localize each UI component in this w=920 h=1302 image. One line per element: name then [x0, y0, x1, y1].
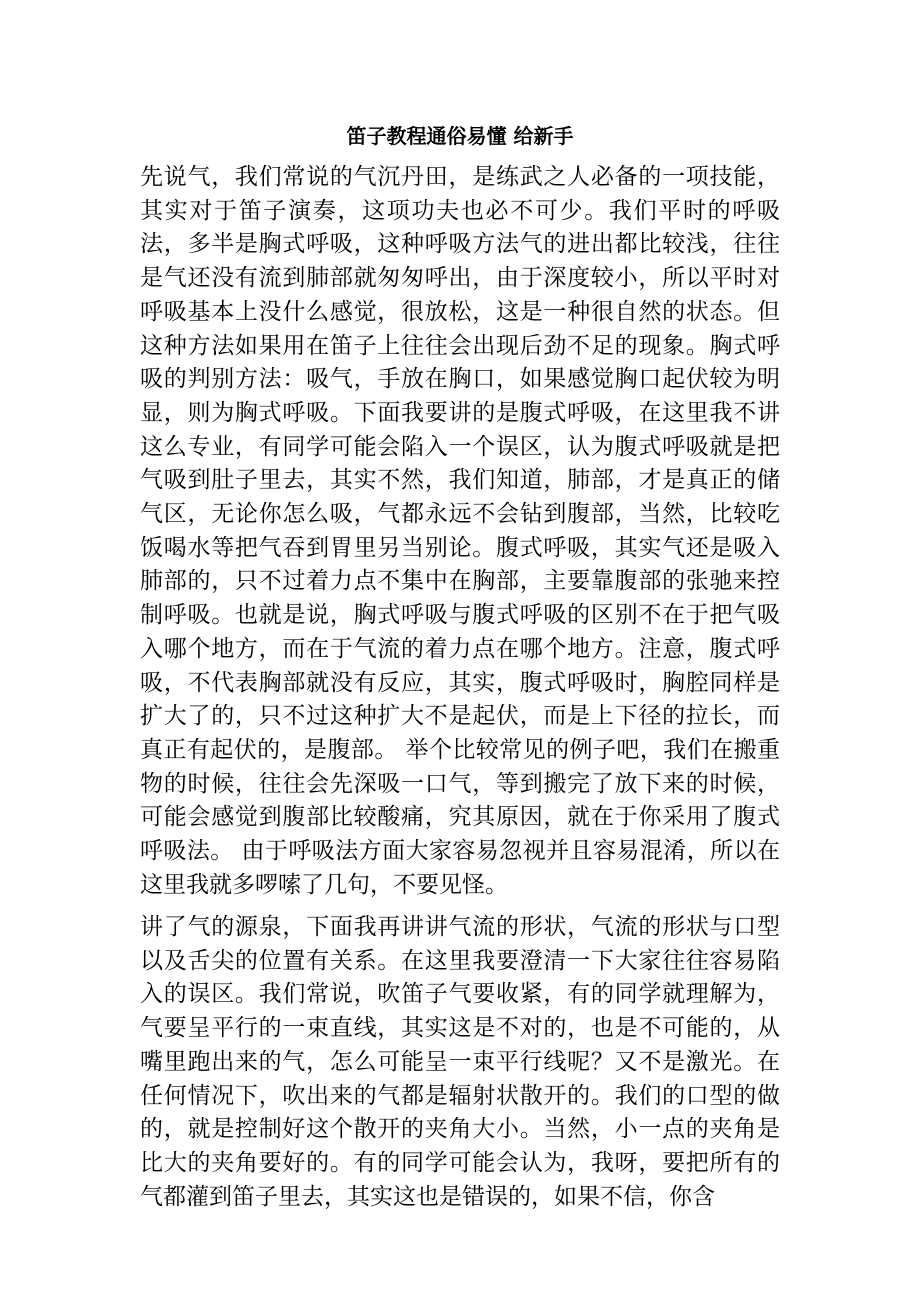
- document-title: 笛子教程通俗易懂 给新手: [346, 124, 574, 148]
- paragraph-breathing: 先说气，我们常说的气沉丹田，是练武之人必备的一项技能，其实对于笛子演奏，这项功夫也必不可少。我们平时的呼吸法，多半是胸式呼吸，这种呼吸方法气的进出都比较浅，往往是气还没有流到肺部就匆匆呼出，由于深度较小，所以平时对呼吸基本上没什么感觉，很放松，这是一种很自然的状态。但这种方法如果用在笛子上往往会出现后劲不足的现象。胸式呼吸的判别方法：吸气，手放在胸口，如果感觉胸口起伏较为明显，则为胸式呼吸。下面我要讲的是腹式呼吸，在这里我不讲这么专业，有同学可能会陷入一个误区，认为腹式呼吸就是把气吸到肚子里去，其实不然，我们知道，肺部，才是真正的储气区，无论你怎么吸，气都永远不会钻到腹部，当然，比较吃饭喝水等把气吞到胃里另当别论。腹式呼吸，其实气还是吸入肺部的，只不过着力点不集中在胸部，主要靠腹部的张驰来控制呼吸。也就是说，胸式呼吸与腹式呼吸的区别不在于把气吸入哪个地方，而在于气流的着力点在哪个地方。注意，腹式呼吸，不代表胸部就没有反应，其实，腹式呼吸时，胸腔同样是扩大了的，只不过这种扩大不是起伏，而是上下径的拉长，而真正有起伏的，是腹部。 举个比较常见的例子吧，我们在搬重物的时候，往往会先深吸一口气，等到搬完了放下来的时候，可能会感觉到腹部比较酸痛，究其原因，就在于你采用了腹式呼吸法。 由于呼吸法方面大家容易忽视并且容易混淆，所以在这里我就多啰嗦了几句，不要见怪。: [140, 164, 780, 898]
- paragraph-airflow-shape: 讲了气的源泉，下面我再讲讲气流的形状，气流的形状与口型以及舌尖的位置有关系。在这里我要澄清一下大家往往容易陷入的误区。我们常说，吹笛子气要收紧，有的同学就理解为，气要呈平行的一束直线，其实这是不对的，也是不可能的，从嘴里跑出来的气，怎么可能呈一束平行线呢？又不是激光。在任何情况下，吹出来的气都是辐射状散开的。我们的口型的做的，就是控制好这个散开的夹角大小。当然，小一点的夹角是比大的夹角要好的。有的同学可能会认为，我呀，要把所有的气都灌到笛子里去，其实这也是错误的，如果不信，你含: [140, 914, 780, 1210]
